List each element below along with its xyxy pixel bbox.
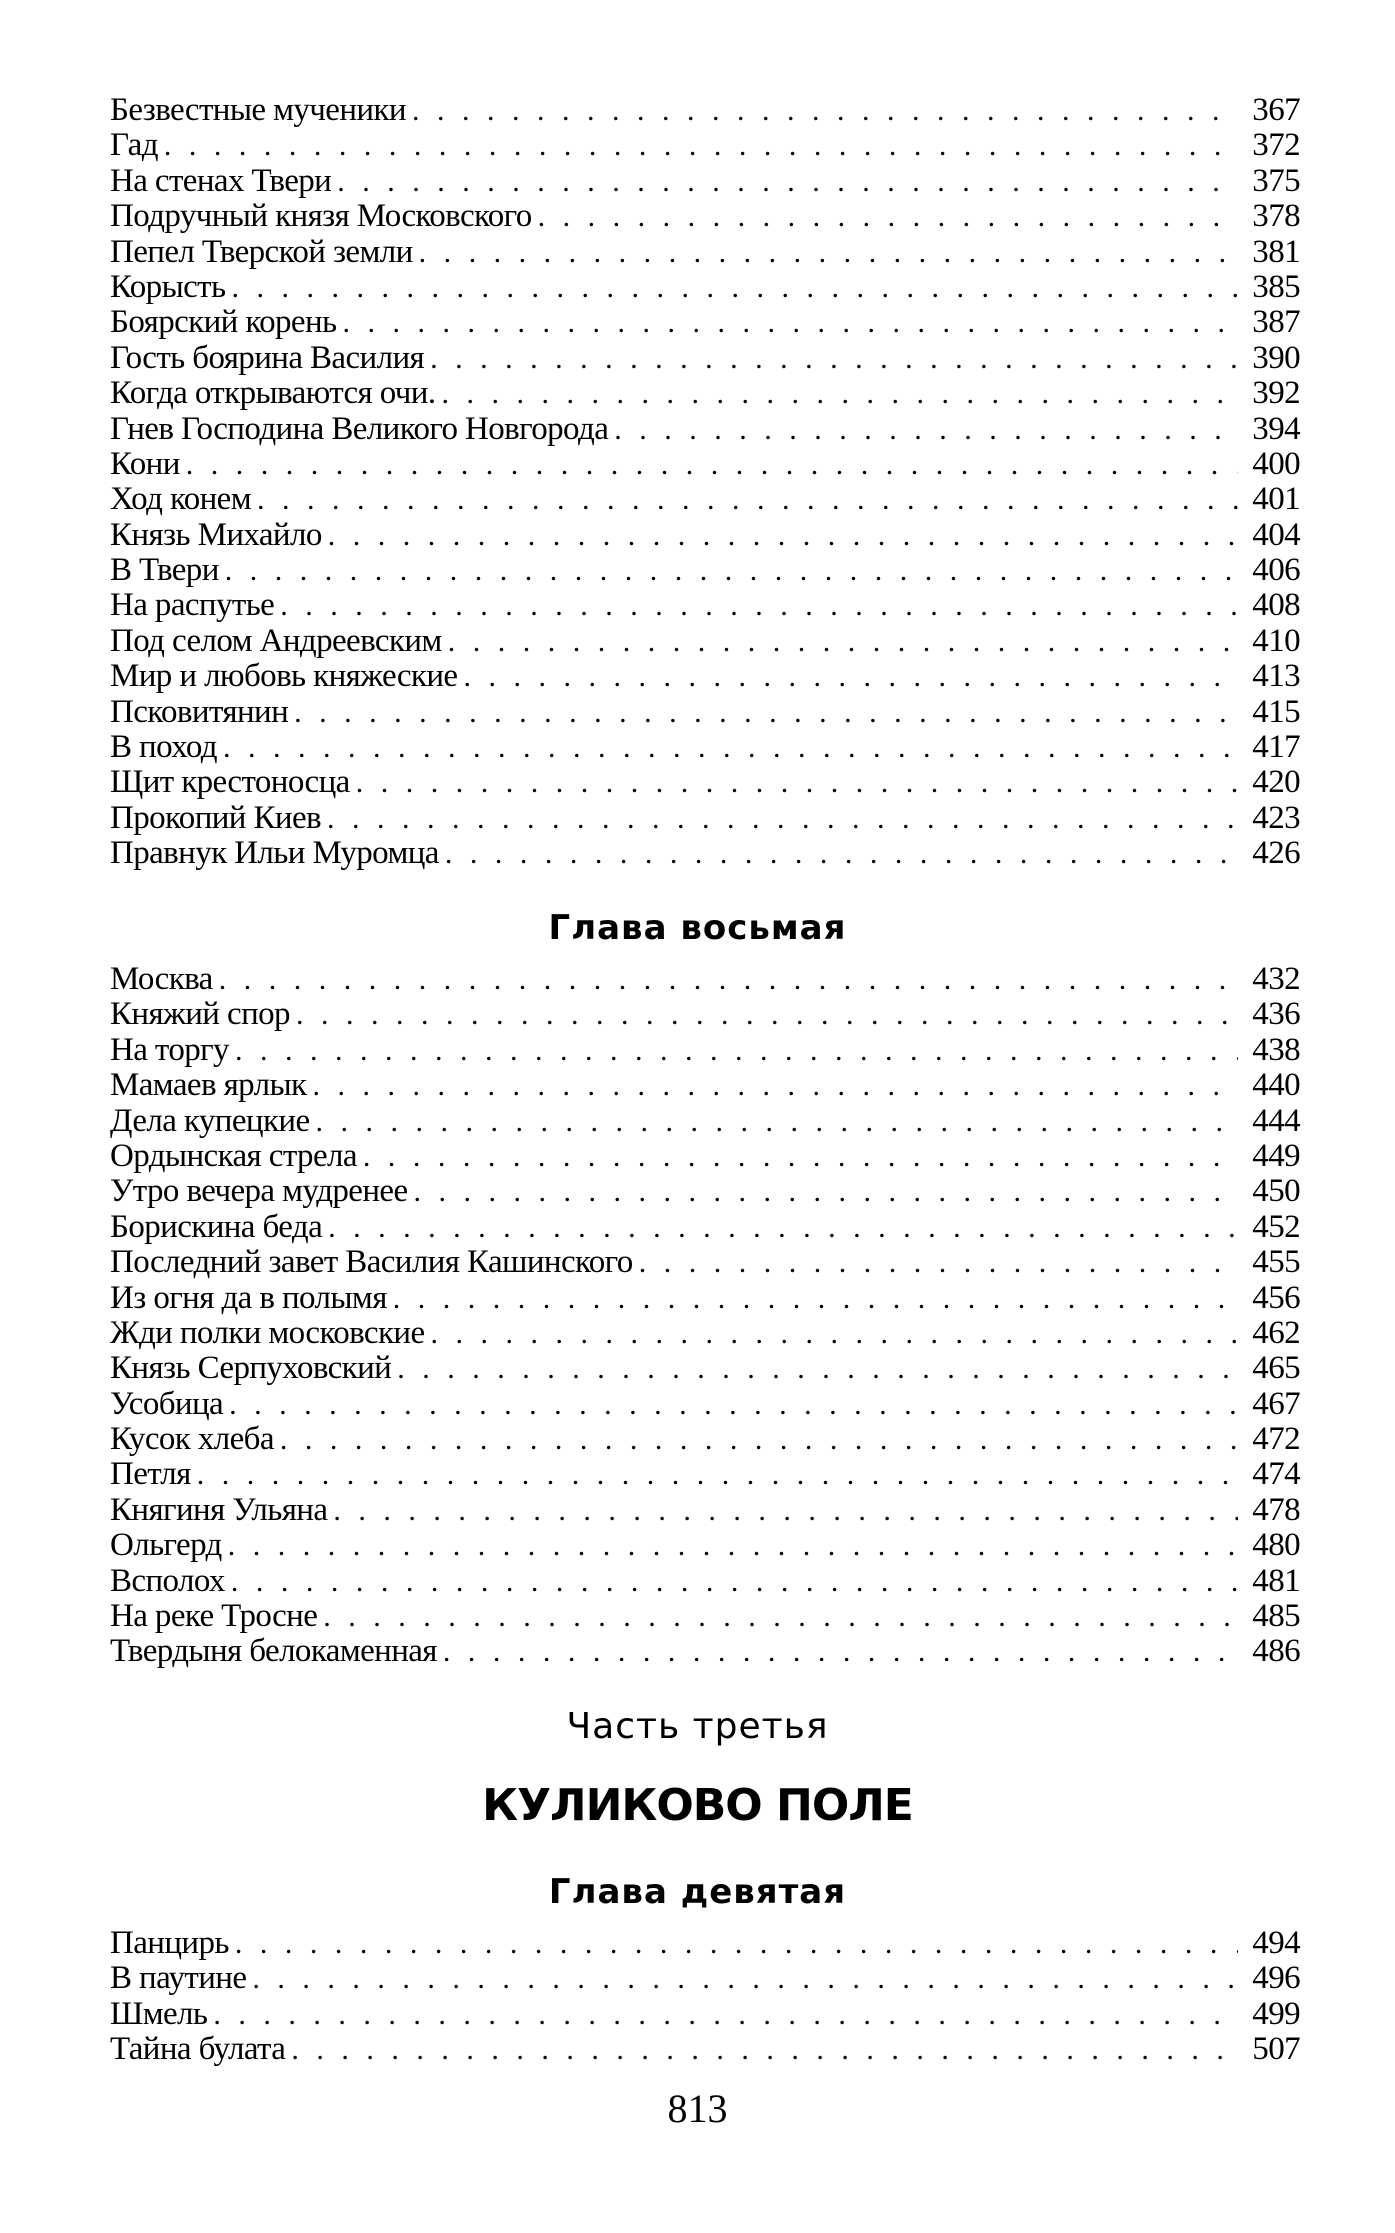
toc-entry bbox=[110, 1457, 1300, 1492]
toc-entry bbox=[110, 553, 1300, 588]
dot-leader bbox=[225, 553, 1238, 588]
toc-entry-title: Москва bbox=[110, 961, 213, 997]
toc-entry-page: 394 bbox=[1252, 410, 1300, 447]
toc-entry bbox=[110, 1139, 1300, 1174]
toc-entry-title: Шмель bbox=[110, 1995, 208, 2032]
toc-entry-page: 486 bbox=[1252, 1633, 1300, 1670]
toc-entry-page: 401 bbox=[1252, 481, 1300, 518]
toc-entry-title: Боярский корень bbox=[110, 304, 337, 341]
dot-leader bbox=[442, 376, 1238, 411]
toc-entry-title: Княгиня Ульяна bbox=[110, 1491, 328, 1528]
toc-entry-title: Псковитянин bbox=[110, 693, 289, 730]
toc-entry bbox=[110, 1493, 1300, 1528]
dot-leader bbox=[280, 588, 1238, 623]
toc-entry bbox=[110, 2032, 1300, 2067]
toc-entry bbox=[110, 1961, 1300, 1996]
toc-entry bbox=[110, 836, 1300, 871]
dot-leader bbox=[393, 1281, 1238, 1316]
toc-entry bbox=[110, 1316, 1300, 1351]
toc-entry bbox=[110, 1033, 1300, 1068]
toc-entry-page: 494 bbox=[1252, 1925, 1300, 1961]
dot-leader bbox=[257, 482, 1238, 517]
dot-leader bbox=[164, 128, 1238, 163]
toc-entry bbox=[110, 1351, 1300, 1386]
toc-entry-title: Кони bbox=[110, 445, 180, 482]
toc-entry bbox=[110, 1564, 1300, 1599]
dot-leader bbox=[328, 518, 1238, 553]
toc-entry bbox=[110, 1281, 1300, 1316]
toc-entry-title: Пепел Тверской земли bbox=[110, 233, 413, 270]
dot-leader bbox=[430, 341, 1238, 376]
dot-leader bbox=[431, 1316, 1239, 1351]
toc-entry-page: 456 bbox=[1252, 1279, 1300, 1316]
toc-entry bbox=[110, 518, 1300, 553]
toc-entry-page: 375 bbox=[1252, 162, 1300, 199]
toc-entry-page: 450 bbox=[1252, 1173, 1300, 1210]
toc-section-continued bbox=[110, 93, 1300, 872]
toc-entry-title: Из огня да в полымя bbox=[110, 1279, 387, 1316]
toc-entry-page: 462 bbox=[1252, 1314, 1300, 1351]
toc-entry-title: Гость боярина Василия bbox=[110, 339, 425, 376]
dot-leader bbox=[614, 412, 1238, 447]
toc-entry bbox=[110, 93, 1300, 128]
toc-entry-page: 381 bbox=[1252, 233, 1300, 270]
dot-leader bbox=[414, 1174, 1239, 1209]
toc-entry-page: 449 bbox=[1252, 1137, 1300, 1174]
dot-leader bbox=[342, 305, 1238, 340]
toc-entry-page: 499 bbox=[1252, 1995, 1300, 2032]
toc-entry bbox=[110, 1634, 1300, 1669]
toc-entry-title: Прокопий Киев bbox=[110, 799, 322, 836]
toc-entry-page: 404 bbox=[1252, 516, 1300, 553]
toc-entry-page: 417 bbox=[1252, 729, 1300, 766]
toc-entry-page: 367 bbox=[1252, 92, 1300, 128]
dot-leader bbox=[316, 1104, 1239, 1139]
toc-entry bbox=[110, 962, 1300, 997]
toc-entry-page: 392 bbox=[1252, 375, 1300, 412]
toc-entry-title: Ордынская стрела bbox=[110, 1137, 357, 1174]
toc-entry-page: 438 bbox=[1252, 1031, 1300, 1068]
toc-entry-title: Усобица bbox=[110, 1385, 224, 1422]
toc-entry bbox=[110, 305, 1300, 340]
dot-leader bbox=[448, 624, 1238, 659]
toc-entry-title: Гад bbox=[110, 127, 158, 164]
toc-entry-page: 444 bbox=[1252, 1102, 1300, 1139]
toc-entry-title: Петля bbox=[110, 1456, 191, 1493]
toc-entry bbox=[110, 164, 1300, 199]
dot-leader bbox=[313, 1068, 1239, 1103]
toc-entry bbox=[110, 588, 1300, 623]
toc-entry bbox=[110, 447, 1300, 482]
dot-leader bbox=[356, 765, 1238, 800]
toc-entry-title: На торгу bbox=[110, 1031, 229, 1068]
dot-leader bbox=[363, 1139, 1238, 1174]
toc-entry-page: 455 bbox=[1252, 1244, 1300, 1281]
toc-entry-page: 378 bbox=[1252, 198, 1300, 235]
toc-entry-title: Когда открываются очи. bbox=[110, 375, 436, 412]
toc-entry-title: В паутине bbox=[110, 1960, 247, 1997]
toc-entry bbox=[110, 1245, 1300, 1280]
toc-entry bbox=[110, 730, 1300, 765]
page-number: 813 bbox=[667, 2086, 728, 2131]
toc-entry-page: 480 bbox=[1252, 1527, 1300, 1564]
toc-entry bbox=[110, 1068, 1300, 1103]
toc-entry-page: 387 bbox=[1252, 304, 1300, 341]
dot-leader bbox=[296, 997, 1238, 1032]
toc-entry-page: 408 bbox=[1252, 587, 1300, 624]
toc-entry bbox=[110, 1210, 1300, 1245]
toc-entry bbox=[110, 1599, 1300, 1634]
toc-entry-title: На реке Тросне bbox=[110, 1598, 318, 1635]
toc-entry bbox=[110, 199, 1300, 234]
toc-entry-page: 423 bbox=[1252, 799, 1300, 836]
toc-entry-page: 474 bbox=[1252, 1456, 1300, 1493]
toc-entry-title: Гнев Господина Великого Новгорода bbox=[110, 410, 609, 447]
toc-entry bbox=[110, 624, 1300, 659]
dot-leader bbox=[186, 447, 1238, 482]
chapter-9-heading: Глава девятая bbox=[548, 1872, 847, 1912]
toc-entry bbox=[110, 235, 1300, 270]
toc-entry-title: Панцирь bbox=[110, 1925, 229, 1961]
toc-entry-page: 465 bbox=[1252, 1350, 1300, 1387]
toc-entry-title: Корысть bbox=[110, 268, 226, 305]
dot-leader bbox=[231, 270, 1238, 305]
toc-entry-title: В Твери bbox=[110, 552, 219, 589]
toc-entry-title: Мир и любовь княжеские bbox=[110, 658, 458, 695]
toc-entry-title: Мамаев ярлык bbox=[110, 1067, 307, 1104]
toc-entry-title: Княжий спор bbox=[110, 996, 290, 1033]
toc-entry-title: Безвестные мученики bbox=[110, 92, 406, 128]
toc-entry-page: 410 bbox=[1252, 622, 1300, 659]
dot-leader bbox=[235, 1033, 1238, 1068]
toc-entry bbox=[110, 1926, 1300, 1961]
toc-entry bbox=[110, 270, 1300, 305]
toc-entry bbox=[110, 1422, 1300, 1457]
toc-entry-title: Утро вечера мудренее bbox=[110, 1173, 408, 1210]
toc-entry bbox=[110, 1997, 1300, 2032]
dot-leader bbox=[235, 1926, 1238, 1961]
dot-leader bbox=[213, 1997, 1238, 2032]
toc-entry-page: 485 bbox=[1252, 1598, 1300, 1635]
toc-entry-page: 496 bbox=[1252, 1960, 1300, 1997]
toc-entry bbox=[110, 376, 1300, 411]
dot-leader bbox=[252, 1961, 1238, 1996]
dot-leader bbox=[280, 1422, 1238, 1457]
toc-entry-title: На распутье bbox=[110, 587, 275, 624]
toc-entry bbox=[110, 412, 1300, 447]
toc-entry-page: 472 bbox=[1252, 1421, 1300, 1458]
toc-entry-title: Князь Михайло bbox=[110, 516, 322, 553]
chapter-8-heading: Глава восьмая bbox=[548, 908, 847, 948]
toc-entry-title: Щит крестоносца bbox=[110, 764, 350, 801]
toc-entry-title: Ольгерд bbox=[110, 1527, 222, 1564]
toc-entry-page: 406 bbox=[1252, 552, 1300, 589]
dot-leader bbox=[397, 1351, 1238, 1386]
toc-entry bbox=[110, 1104, 1300, 1139]
toc-entry bbox=[110, 482, 1300, 517]
toc-entry-title: Последний завет Василия Кашинского bbox=[110, 1244, 633, 1281]
toc-entry-page: 467 bbox=[1252, 1385, 1300, 1422]
toc-entry-title: Кусок хлеба bbox=[110, 1421, 274, 1458]
toc-entry-page: 372 bbox=[1252, 127, 1300, 164]
toc-entry-page: 413 bbox=[1252, 658, 1300, 695]
toc-entry-page: 440 bbox=[1252, 1067, 1300, 1104]
dot-leader bbox=[445, 836, 1238, 871]
toc-entry-page: 481 bbox=[1252, 1562, 1300, 1599]
toc-chapter-8 bbox=[110, 962, 1300, 1670]
toc-entry-title: Ход конем bbox=[110, 481, 251, 518]
toc-entry-page: 415 bbox=[1252, 693, 1300, 730]
toc-entry bbox=[110, 1528, 1300, 1563]
dot-leader bbox=[327, 801, 1238, 836]
toc-entry-page: 420 bbox=[1252, 764, 1300, 801]
dot-leader bbox=[291, 2032, 1238, 2067]
toc-entry bbox=[110, 128, 1300, 163]
dot-leader bbox=[419, 235, 1238, 270]
toc-entry bbox=[110, 659, 1300, 694]
toc-entry-title: Тайна булата bbox=[110, 2031, 286, 2068]
toc-entry bbox=[110, 997, 1300, 1032]
dot-leader bbox=[328, 1210, 1238, 1245]
part-title: КУЛИКОВО ПОЛЕ bbox=[482, 1780, 913, 1831]
toc-entry-title: Правнук Ильи Муромца bbox=[110, 835, 439, 872]
dot-leader bbox=[337, 164, 1238, 199]
dot-leader bbox=[231, 1564, 1238, 1599]
toc-entry-page: 400 bbox=[1252, 445, 1300, 482]
toc-entry bbox=[110, 1174, 1300, 1209]
toc-entry-page: 432 bbox=[1252, 961, 1300, 997]
dot-leader bbox=[538, 199, 1238, 234]
toc-entry-title: Дела купецкие bbox=[110, 1102, 310, 1139]
toc-entry-page: 436 bbox=[1252, 996, 1300, 1033]
toc-entry-page: 452 bbox=[1252, 1208, 1300, 1245]
dot-leader bbox=[333, 1493, 1238, 1528]
dot-leader bbox=[219, 962, 1238, 997]
toc-entry-title: Жди полки московские bbox=[110, 1314, 425, 1351]
dot-leader bbox=[639, 1245, 1238, 1280]
toc-entry-page: 426 bbox=[1252, 835, 1300, 872]
toc-entry-page: 507 bbox=[1252, 2031, 1300, 2068]
toc-entry-title: На стенах Твери bbox=[110, 162, 332, 199]
toc-entry-title: Князь Серпуховский bbox=[110, 1350, 392, 1387]
toc-entry-title: Всполох bbox=[110, 1562, 225, 1599]
dot-leader bbox=[228, 1528, 1238, 1563]
dot-leader bbox=[323, 1599, 1238, 1634]
toc-entry-page: 478 bbox=[1252, 1491, 1300, 1528]
dot-leader bbox=[197, 1457, 1238, 1492]
toc-entry-title: В поход bbox=[110, 729, 217, 766]
toc-chapter-9 bbox=[110, 1926, 1300, 2068]
dot-leader bbox=[229, 1387, 1238, 1422]
dot-leader bbox=[294, 695, 1238, 730]
toc-entry-title: Подручный князя Московского bbox=[110, 198, 532, 235]
toc-entry-page: 385 bbox=[1252, 268, 1300, 305]
toc-entry bbox=[110, 1387, 1300, 1422]
part-label: Часть третья bbox=[566, 1706, 829, 1747]
toc-entry bbox=[110, 765, 1300, 800]
toc-entry-title: Твердыня белокаменная bbox=[110, 1633, 437, 1670]
toc-entry-title: Под селом Андреевским bbox=[110, 622, 442, 659]
toc-entry bbox=[110, 341, 1300, 376]
dot-leader bbox=[223, 730, 1238, 765]
dot-leader bbox=[443, 1634, 1238, 1669]
toc-entry bbox=[110, 801, 1300, 836]
dot-leader bbox=[412, 93, 1238, 128]
toc-entry-page: 390 bbox=[1252, 339, 1300, 376]
toc-entry-title: Борискина беда bbox=[110, 1208, 323, 1245]
toc-entry bbox=[110, 695, 1300, 730]
dot-leader bbox=[463, 659, 1238, 694]
